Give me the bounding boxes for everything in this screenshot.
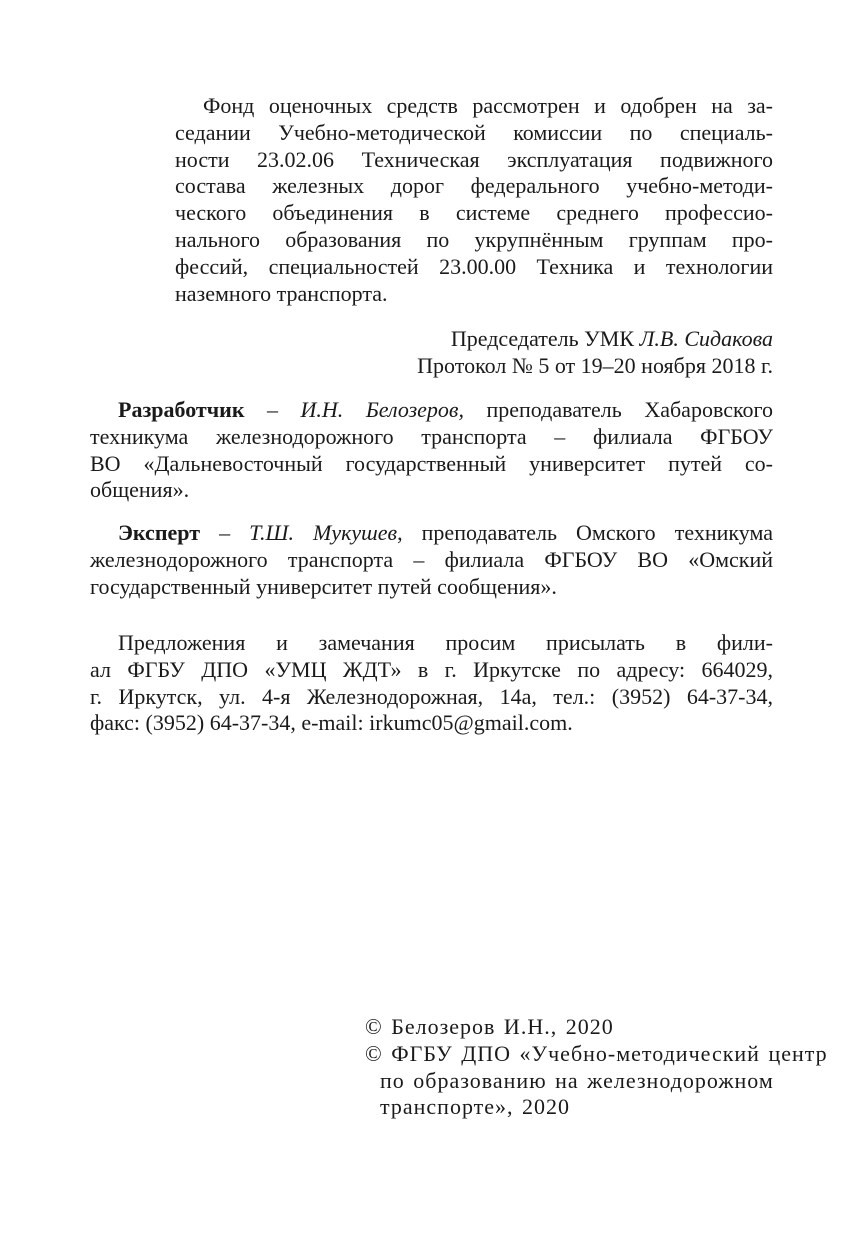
text-line: Разработчик – И.Н. Белозеров, преподаватель Хабаровского xyxy=(118,397,774,422)
text-line: Фонд оценочных средств рассмотрен и одобрен на за- xyxy=(203,93,773,118)
text-line: ВО «Дальневосточный государственный университет путей со- xyxy=(90,450,773,476)
text-line: седании Учебно-методической комиссии по специаль- xyxy=(175,119,773,145)
text-line: нального образования по укрупнённым группам про- xyxy=(175,226,773,252)
text-line: фессий, специальностей 23.00.00 Техника и технологии xyxy=(175,253,773,279)
copyright-block xyxy=(365,1014,835,1121)
text-line: государственный университет путей сообщения». xyxy=(90,573,557,599)
approval-paragraph xyxy=(175,93,773,307)
text-line: факс: (3952) 64-37-34, e-mail: irkumc05@gmail.com. xyxy=(90,710,573,736)
developer-paragraph xyxy=(90,397,773,504)
text-line: Протокол № 5 от 19–20 ноября 2018 г. xyxy=(417,352,773,378)
text-line: техникума железнодорожного транспорта – филиала ФГБОУ xyxy=(90,423,773,449)
expert-paragraph xyxy=(90,520,773,600)
text-line: наземного транспорта. xyxy=(175,280,388,306)
text-line: железнодорожного транспорта – филиала ФГБОУ ВО «Омский xyxy=(90,546,773,572)
developer-label: Разработчик xyxy=(118,397,245,422)
text-line: ал ФГБУ ДПО «УМЦ ЖДТ» в г. Иркутске по адресу: 664029, xyxy=(90,656,773,682)
text-line: Эксперт – Т.Ш. Мукушев, преподаватель Омского техникума xyxy=(118,520,773,545)
text-line: состава железных дорог федерального учебно-методи- xyxy=(175,173,773,199)
text-line: © ФГБУ ДПО «Учебно-методический центр xyxy=(365,1040,828,1066)
text-line: Предложения и замечания просим присылать в фили- xyxy=(118,630,773,655)
text-line: © Белозеров И.Н., 2020 xyxy=(365,1014,614,1039)
text-line: ности 23.02.06 Техническая эксплуатация подвижного xyxy=(175,146,773,172)
signature-block xyxy=(175,326,773,380)
expert-label: Эксперт xyxy=(118,520,201,545)
text-line: ческого объединения в системе среднего профессио- xyxy=(175,200,773,226)
expert-name: Т.Ш. Мукушев xyxy=(249,520,398,545)
text-line: Председатель УМК Л.В. Сидакова xyxy=(450,326,773,351)
text-line: транспорте», 2020 xyxy=(380,1094,571,1120)
chairman-name: Л.В. Сидакова xyxy=(639,326,773,351)
proposals-paragraph xyxy=(90,630,773,737)
text-line: по образованию на железнодорожном xyxy=(380,1067,774,1093)
developer-name: И.Н. Белозеров, xyxy=(300,397,464,422)
text-line: общения». xyxy=(90,477,190,503)
text-line: г. Иркутск, ул. 4-я Железнодорожная, 14а, тел.: (3952) 64-37-34, xyxy=(90,683,773,709)
